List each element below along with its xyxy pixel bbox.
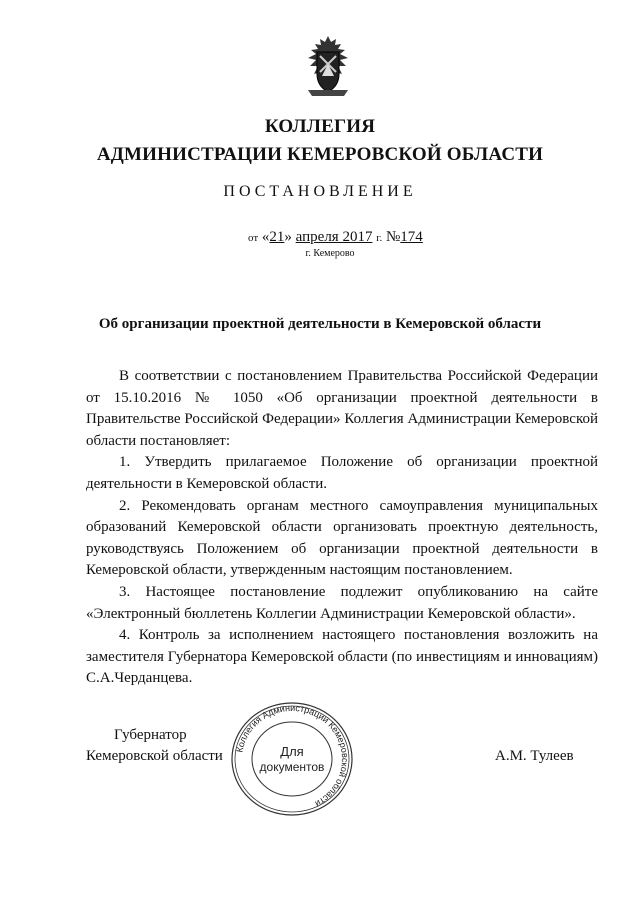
date-close-quote: » (284, 229, 292, 245)
date-prefix: от (248, 232, 259, 244)
date-open-quote: « (261, 229, 270, 245)
stamp-ring-text: Коллегия Администрации Кемеровской области (234, 702, 351, 809)
document-date-line (248, 229, 423, 246)
body-item-4: 4. Контроль за исполнением настоящего постановления возложить на заместителя Губернатора Кемеровской области (по инвестициям и инновациям) С.А.Черданцева. (86, 627, 598, 687)
official-stamp (228, 700, 356, 818)
document-number: 174 (400, 229, 423, 245)
stamp-center-line1: Для (280, 744, 304, 759)
document-type: ПОСТАНОВЛЕНИЕ (223, 183, 417, 200)
body-intro: В соответствии с постановлением Правительства Российской Федерации от 15.10.2016 № 1050 «Об организации проектной деятельности в Правительстве Российской Федерации» Коллегия Администрации Кемеровской области постановляет: (86, 368, 598, 449)
body-item-3: 3. Настоящее постановление подлежит опубликованию на сайте «Электронный бюллетень Коллегии Администрации Кемеровской области». (86, 583, 598, 622)
document-body (86, 366, 598, 690)
body-item-1: 1. Утвердить прилагаемое Положение об организации проектной деятельности в Кемеровской области. (86, 454, 598, 492)
stamp-center-line2: документов (259, 760, 325, 774)
signatory-name: А.М. Тулеев (495, 748, 574, 764)
coat-of-arms-emblem (300, 34, 356, 100)
org-title-line2: АДМИНИСТРАЦИИ КЕМЕРОВСКОЙ ОБЛАСТИ (96, 144, 544, 165)
date-day: 21 (269, 229, 285, 245)
city: г. Кемерово (305, 248, 355, 259)
date-year-suffix: г. (376, 232, 383, 244)
date-month-year: апреля 2017 (295, 229, 373, 245)
signatory-position-line1: Губернатор (114, 727, 187, 743)
document-subject: Об организации проектной деятельности в Кемеровской области (98, 316, 542, 332)
org-title-line1: КОЛЛЕГИЯ (264, 116, 376, 137)
number-sign: № (385, 229, 401, 245)
signatory-position-line2: Кемеровской области (86, 748, 223, 764)
body-item-2: 2. Рекомендовать органам местного самоуправления муниципальных образований Кемеровской области организовать проектную деятельность, руководствуясь Положением об организации проектной деятельности в Кемеровской области, утвержденным настоящим постановлением. (86, 497, 598, 579)
